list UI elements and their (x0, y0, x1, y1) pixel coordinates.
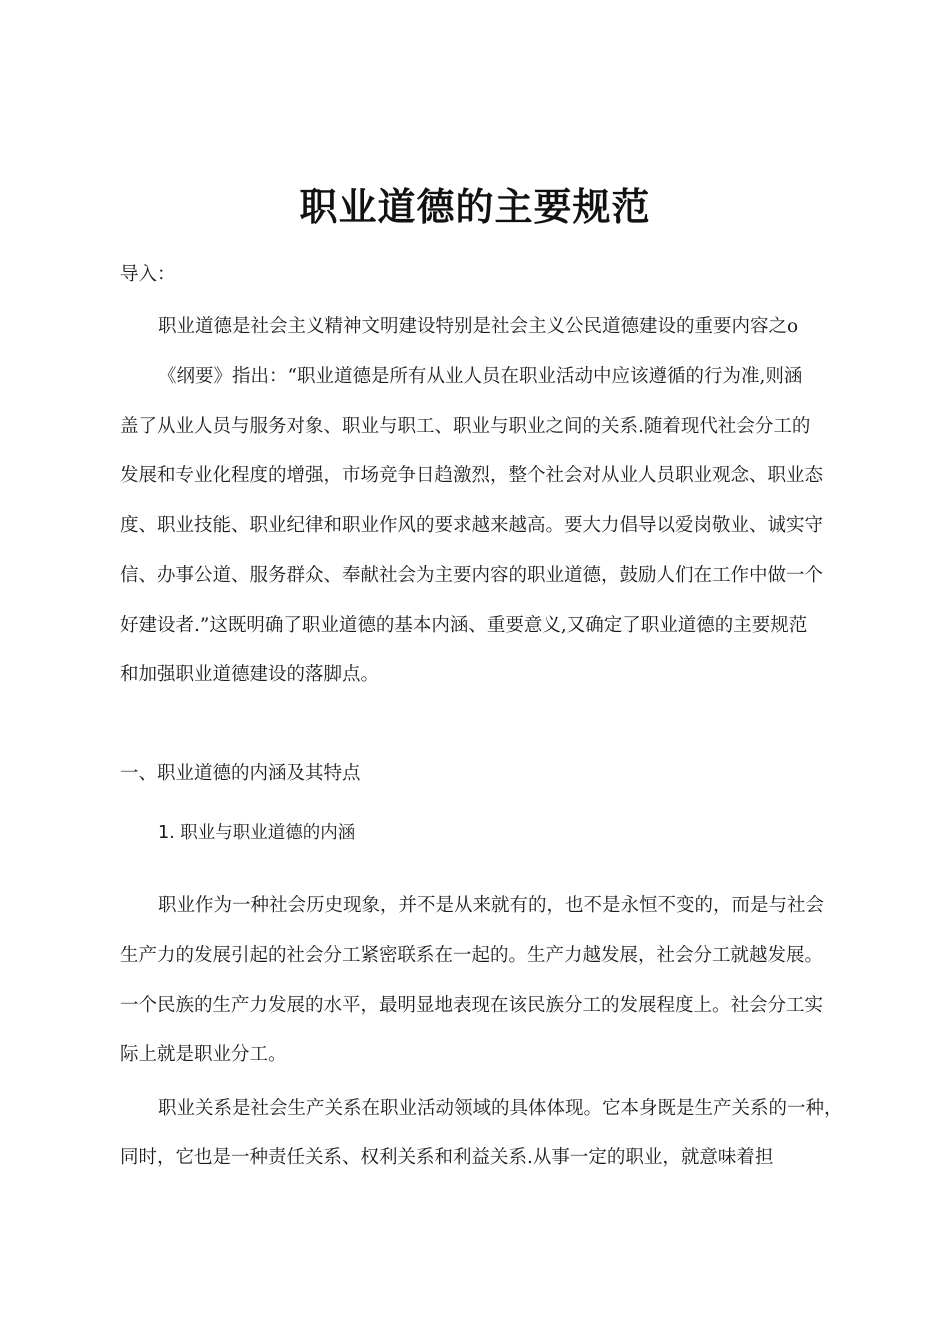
quote-line: 发展和专业化程度的增强，市场竞争日趋激烈，整个社会对从业人员职业观念、职业态 (120, 465, 824, 486)
section-heading: 一、职业道德的内涵及其特点 (120, 763, 361, 784)
quote-line: 信、办事公道、服务群众、奉献社会为主要内容的职业道德，鼓励人们在工作中做一个 (120, 565, 824, 586)
paragraph-line: 职业作为一种社会历史现象，并不是从来就有的，也不是永恒不变的，而是与社会 (158, 895, 825, 916)
paragraph-line: 职业关系是社会生产关系在职业活动领域的具体体现。它本身既是生产关系的一种， (158, 1098, 843, 1119)
paragraph-line: 同时，它也是一种责任关系、权利关系和利益关系.从事一定的职业，就意味着担 (120, 1147, 774, 1168)
paragraph-line: 生产力的发展引起的社会分工紧密联系在一起的。生产力越发展，社会分工就越发展。 (120, 945, 824, 966)
paragraph-line: 一个民族的生产力发展的水平，最明显地表现在该民族分工的发展程度上。社会分工实 (120, 995, 824, 1016)
quote-line: 盖了从业人员与服务对象、职业与职工、职业与职业之间的关系.随着现代社会分工的 (120, 416, 811, 437)
paragraph-line: 际上就是职业分工。 (120, 1044, 287, 1065)
intro-label: 导入： (120, 264, 176, 285)
quote-line: 度、职业技能、职业纪律和职业作风的要求越来越高。要大力倡导以爱岗敬业、诚实守 (120, 515, 824, 536)
quote-line: 好建设者.”这既明确了职业道德的基本内涵、重要意义,又确定了职业道德的主要规范 (120, 615, 808, 636)
document-title: 职业道德的主要规范 (299, 185, 651, 229)
quote-line: 《纲要》指出：“职业道德是所有从业人员在职业活动中应该遵循的行为准,则涵 (158, 366, 803, 387)
quote-line: 和加强职业道德建设的落脚点。 (120, 664, 380, 685)
intro-paragraph: 职业道德是社会主义精神文明建设特别是社会主义公民道德建设的重要内容之o (158, 316, 799, 337)
subsection-heading: 1. 职业与职业道德的内涵 (158, 823, 356, 843)
